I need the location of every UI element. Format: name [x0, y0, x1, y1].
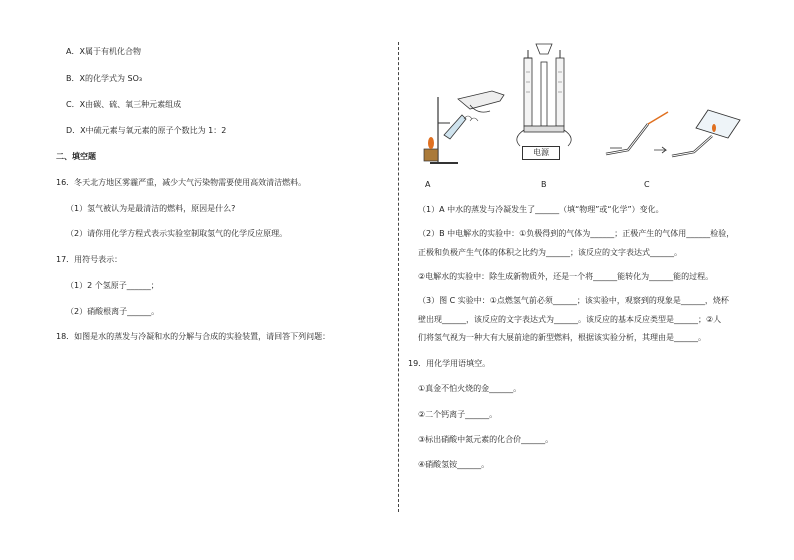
q17-sub1: （1）2 个氢原子______； [66, 281, 159, 290]
q19-item4: ④硝酸氢铵______。 [418, 460, 490, 469]
q16-sub2: （2）请你用化学方程式表示实验室制取氢气的化学反应原理。 [66, 229, 288, 238]
figure-label-a: A [425, 180, 431, 189]
figure-label-b: B [541, 180, 547, 189]
figure-b-apparatus [510, 42, 580, 162]
option-b: B．X的化学式为 SO₃ [66, 74, 143, 83]
q18-sub3-line1: （3）图 C 实验中：①点燃氢气前必须______；该实验中，观察到的现象是______，烧杯 [418, 296, 729, 305]
figure-c-apparatus [600, 108, 750, 168]
section-title: 二、填空题 [56, 152, 96, 161]
q17-stem: 17．用符号表示： [56, 255, 123, 264]
q16-stem: 16．冬天北方地区雾霾严重，减少大气污染物需要使用高效清洁燃料。 [56, 178, 307, 187]
power-source-label: 电源 [522, 146, 560, 160]
q18-sub3-line2: 壁出现______，该反应的文字表达式为______。该反应的基本反应类型是______；②人 [418, 315, 722, 324]
q17-sub2: （2）硝酸根离子______。 [66, 307, 160, 316]
option-c: C．X由碳、硫、氧三种元素组成 [66, 100, 182, 109]
q19-item2: ②二个钙离子______。 [418, 410, 498, 419]
q18-sub1: （1）A 中水的蒸发与冷凝发生了______（填“物理”或“化学”）变化。 [418, 205, 664, 214]
figure-a-apparatus [400, 85, 510, 175]
q19-item1: ①真金不怕火烧的金______。 [418, 384, 522, 393]
q19-stem: 19．用化学用语填空。 [408, 359, 491, 368]
q18-sub3-line3: 们将氢气视为一种大有大展前途的新型燃料，根据该实验分析，其理由是______。 [418, 333, 706, 342]
q19-item3: ③标出硝酸中氮元素的化合价______。 [418, 435, 554, 444]
option-a: A．X属于有机化合物 [66, 47, 141, 56]
figure-label-c: C [644, 180, 650, 189]
q18-stem: 18．如图是水的蒸发与冷凝和水的分解与合成的实验装置，请回答下列问题： [56, 332, 331, 341]
column-divider [398, 42, 399, 512]
q18-sub2-line3: ②电解水的实验中：除生成新物质外，还是一个将______能转化为______能的过程。 [418, 272, 714, 281]
q18-sub2-line2: 正极和负极产生气体的体积之比约为______；该反应的文字表达式______。 [418, 248, 682, 257]
option-d: D．X中硫元素与氧元素的原子个数比为 1：2 [66, 126, 227, 135]
q18-sub2-line1: （2）B 中电解水的实验中：①负极得到的气体为______；正极产生的气体用______检验， [418, 229, 735, 238]
q16-sub1: （1）氢气被认为是最清洁的燃料，原因是什么? [66, 204, 236, 213]
